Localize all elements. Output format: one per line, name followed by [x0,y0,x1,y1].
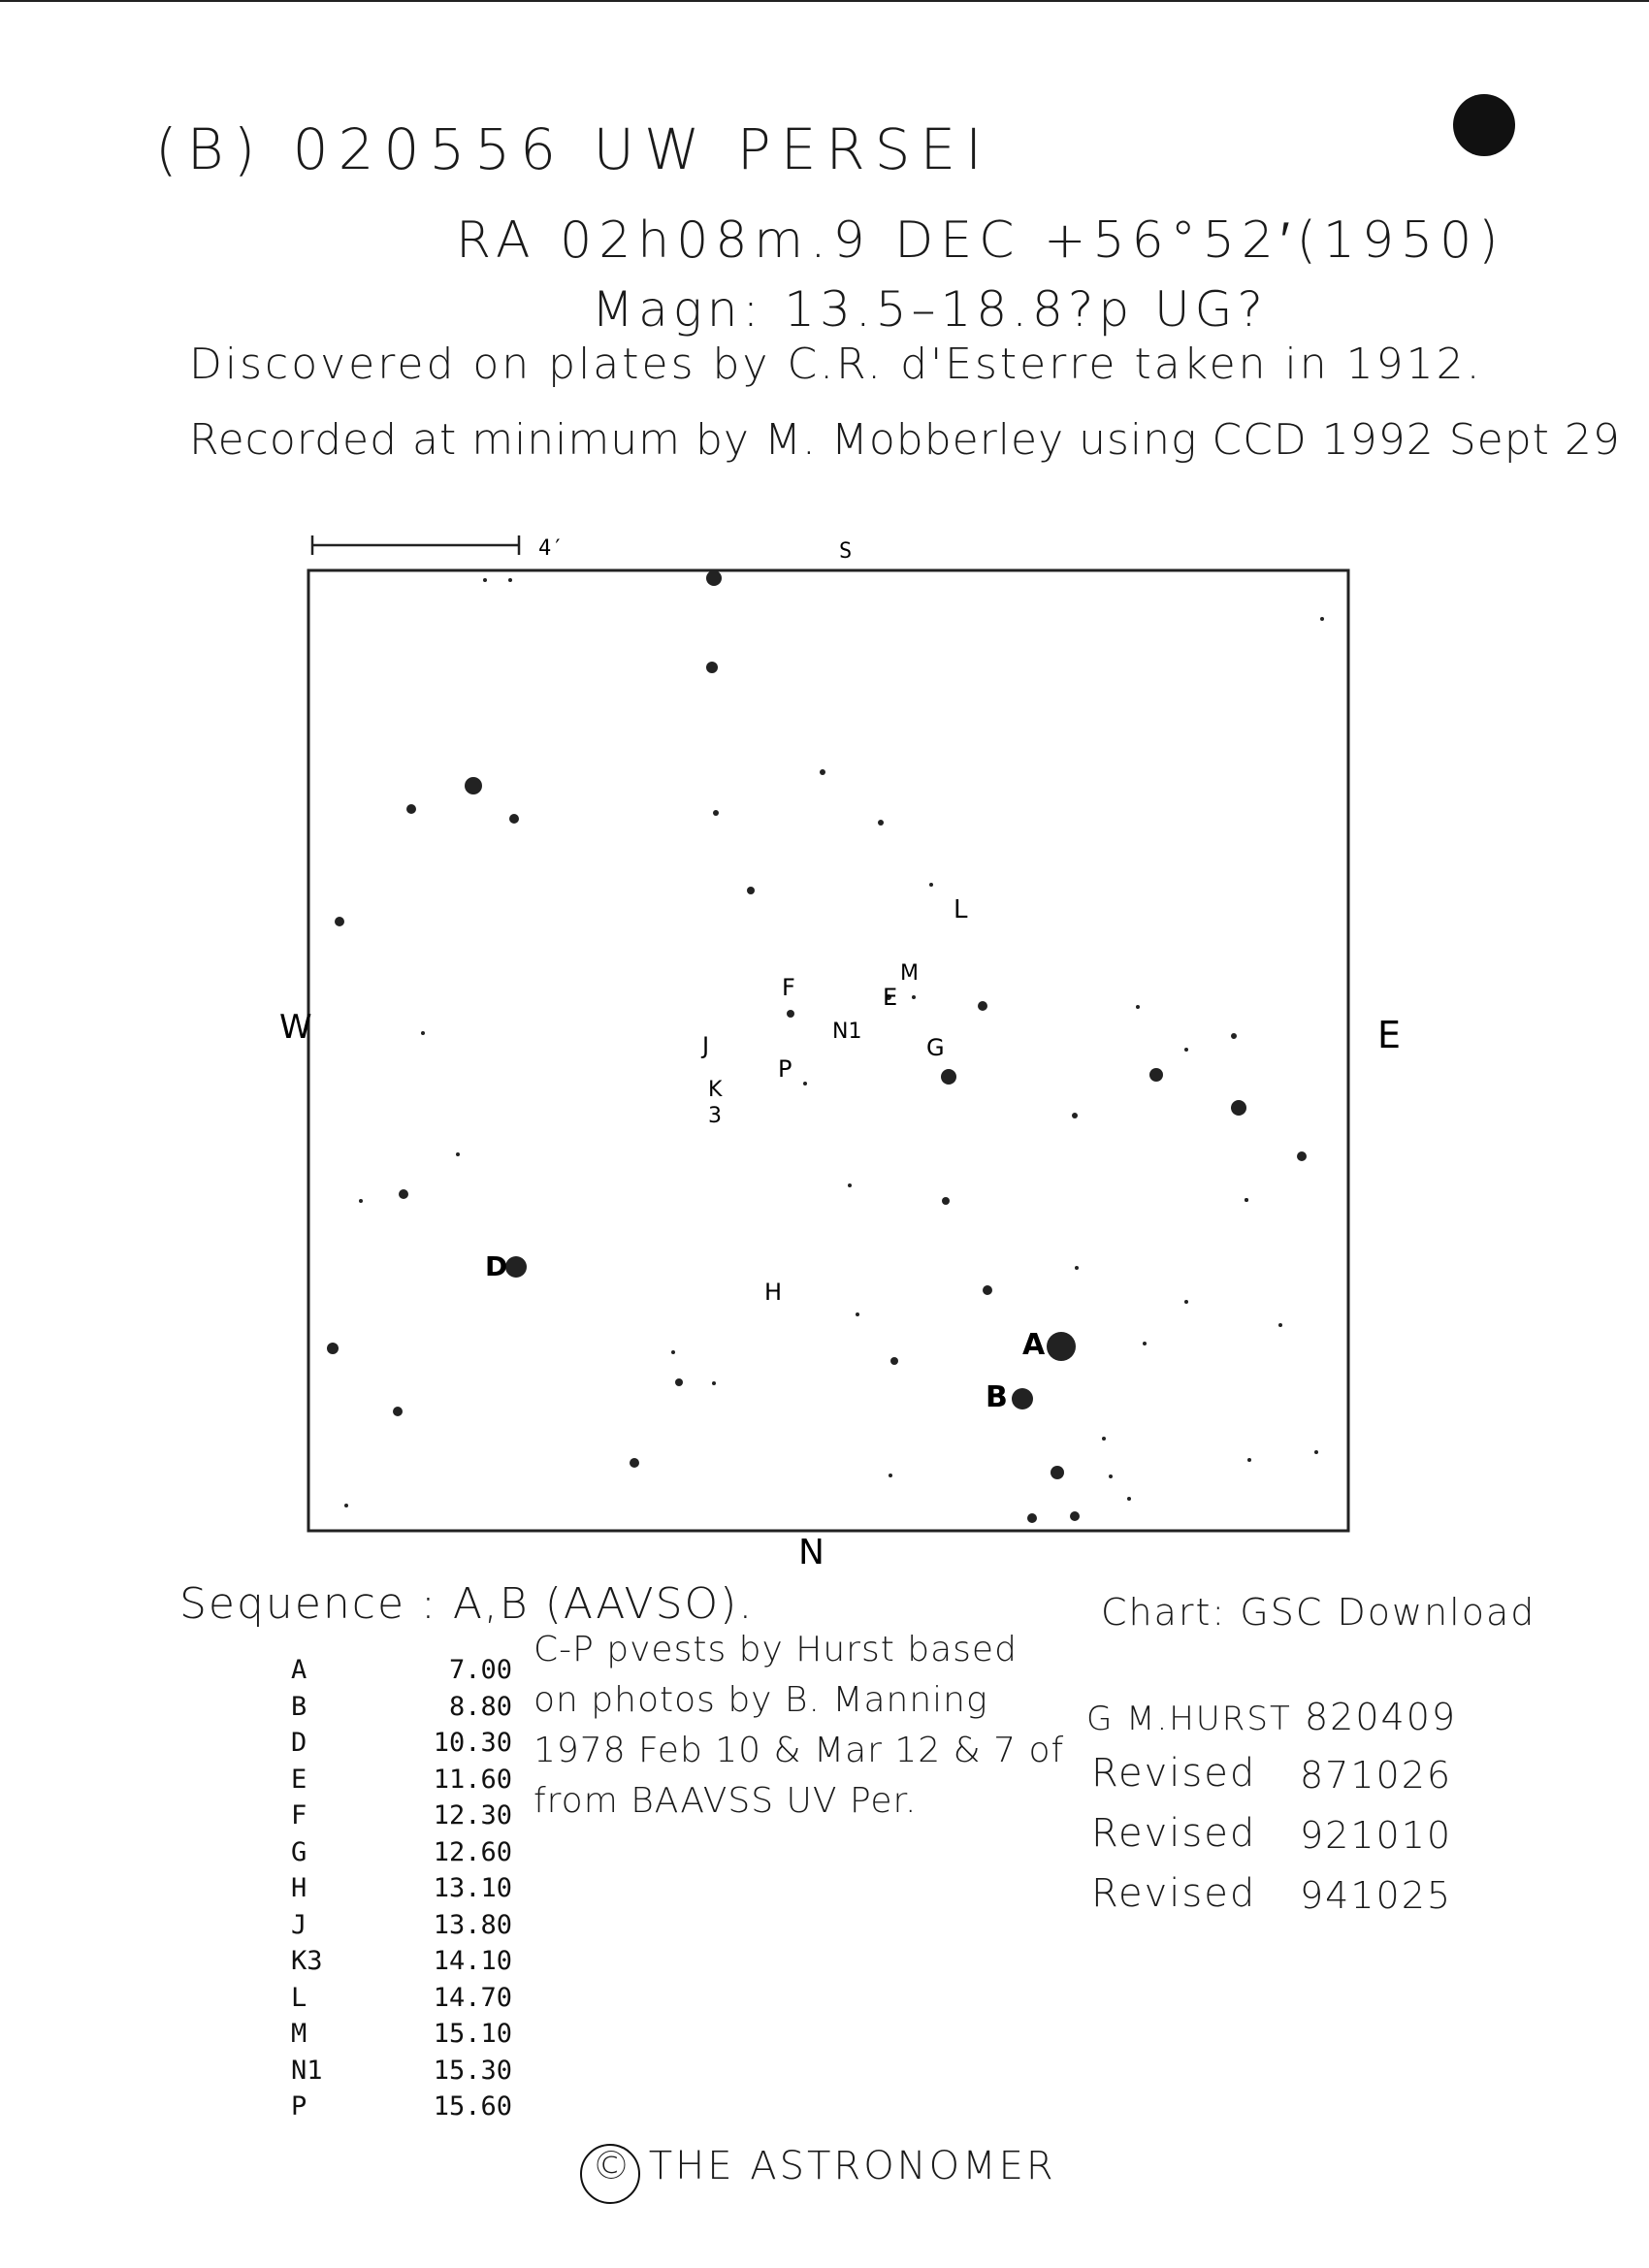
sequence-magnitude: 14.70 [433,1982,512,2013]
sequence-label: P [291,2091,307,2122]
sequence-magnitude: 12.60 [433,1836,512,1867]
west-label: W [279,1008,312,1047]
star-45 [1075,1266,1079,1270]
sequence-magnitude: 14.10 [433,1946,512,1976]
sequence-magnitude: 15.60 [433,2091,512,2122]
star-7 [820,769,825,775]
star-label-l: L [954,895,968,924]
star-23 [399,1189,408,1199]
star-35 [1027,1513,1037,1523]
star-4 [509,814,519,824]
star-49 [912,995,916,999]
revision-label: Revised [1091,1811,1257,1856]
star-9 [747,887,755,894]
star-46 [1245,1198,1248,1202]
star-labels [485,895,1046,1414]
star-43 [942,1197,950,1205]
sequence-label: B [291,1691,307,1722]
star-47 [941,1069,956,1085]
star-37 [1143,1342,1147,1345]
star-34 [1070,1511,1080,1521]
discovery-note: Discovered on plates by C.R. d'Esterre taken in 1912. [189,340,1483,389]
sequence-magnitude: 8.80 [448,1691,512,1722]
sequence-magnitude: 13.10 [433,1873,512,1903]
star-52 [483,578,487,582]
star-18 [1184,1048,1188,1052]
star-22 [456,1152,460,1156]
footer-copyright: © THE ASTRONOMER [592,2144,1056,2188]
star-17 [1231,1033,1237,1039]
note-line: on photos by B. Manning [534,1680,988,1720]
sequence-title: Sequence : A,B (AAVSO). [179,1579,755,1629]
star-label-m: M [900,961,919,986]
revision-date: 921010 [1300,1814,1453,1857]
sequence-label: A [291,1655,307,1685]
north-label: N [798,1533,824,1572]
star-label-p: P [778,1055,792,1083]
magnitude-range: Magn: 13.5–18.8?p UG? [592,281,1268,338]
star-label-k: K [708,1078,723,1102]
star-57 [1247,1458,1251,1462]
star-30 [890,1357,898,1365]
author-date: 820409 [1305,1696,1458,1738]
revision-date: 941025 [1300,1874,1453,1917]
star-50 [803,1082,807,1085]
scale-label: 4′ [538,536,565,561]
star-33 [1051,1466,1064,1479]
star-21 [421,1031,425,1035]
star-39 [1109,1474,1113,1478]
author-name: G M.HURST [1086,1700,1292,1738]
recording-note: Recorded at minimum by M. Mobberley using CCD 1992 Sept 29 [189,415,1621,465]
note-line: C-P pvests by Hurst based [534,1630,1018,1669]
star-label-a: A [1022,1328,1046,1362]
star-31 [856,1312,859,1316]
star-13 [1231,1100,1246,1116]
sequence-magnitude: 13.80 [433,1909,512,1940]
sequence-magnitude: 7.00 [448,1655,512,1685]
star-41 [1314,1450,1318,1454]
star-field [327,570,1324,1523]
star-2 [465,777,482,794]
sequence-label: N1 [291,2055,323,2086]
star-11 [978,1001,987,1011]
sequence-label: G [291,1836,307,1867]
sequence-label: K3 [291,1946,323,1976]
chart-source: Chart: GSC Download [1101,1591,1536,1634]
sequence-label: E [291,1764,307,1795]
star-label-f: F [782,974,795,1001]
sequence-label: H [291,1873,307,1903]
star-42 [344,1504,348,1507]
sequence-label: F [291,1800,307,1831]
sequence-label: D [291,1728,307,1758]
sequence-label: J [291,1909,307,1940]
star-40 [1127,1497,1131,1501]
star-25 [327,1343,339,1354]
star-55 [1184,1300,1188,1304]
star-label-g: G [926,1034,945,1061]
star-27 [675,1378,683,1386]
star-8 [878,820,884,826]
sequence-magnitude: 15.10 [433,2019,512,2049]
comparison-star-a [1047,1332,1076,1361]
star-56 [712,1381,716,1385]
star-32 [889,1474,892,1477]
revision-label: Revised [1091,1751,1257,1796]
star-36 [1278,1323,1282,1327]
star-6 [713,810,719,816]
sequence-magnitude: 15.30 [433,2055,512,2086]
comparison-star-b [1012,1388,1033,1409]
star-20 [1320,617,1324,621]
star-28 [630,1458,639,1468]
south-label: S [839,539,853,564]
star-10 [929,883,933,887]
star-label-d: D [485,1250,508,1282]
revision-label: Revised [1091,1871,1257,1916]
star-53 [787,1010,794,1018]
star-label-n1: N1 [832,1020,862,1044]
star-24 [359,1199,363,1203]
chart-frame [308,570,1348,1531]
note-line: from BAAVSS UV Per. [534,1781,918,1821]
revision-date: 871026 [1300,1754,1453,1797]
star-label-j: J [702,1032,710,1059]
star-label-h: H [764,1279,783,1306]
star-54 [848,1183,852,1187]
star-label-e: E [883,984,898,1011]
star-3 [406,804,416,814]
sequence-magnitude: 12.30 [433,1800,512,1831]
star-1 [706,662,718,673]
star-51 [508,578,512,582]
sequence-label: M [291,2019,307,2049]
comparison-star-d [505,1256,527,1278]
sequence-label: L [291,1982,307,2013]
sequence-magnitude: 10.30 [433,1728,512,1758]
star-38 [1102,1437,1106,1441]
star-0 [706,570,722,586]
star-15 [1072,1113,1078,1118]
note-line: 1978 Feb 10 & Mar 12 & 7 of [534,1731,1065,1770]
east-label: E [1377,1014,1402,1056]
star-29 [671,1350,675,1354]
star-44 [983,1285,992,1295]
star-label-3: 3 [708,1104,722,1128]
chart-title: (B) 020556 UW PERSEI [155,116,992,182]
star-26 [393,1407,403,1416]
coordinates: RA 02h08m.9 DEC +56°52′(1950) [456,211,1505,270]
star-12 [1149,1068,1163,1082]
sequence-magnitude: 11.60 [433,1764,512,1795]
star-label-b: B [986,1380,1008,1414]
star-5 [335,917,344,926]
star-16 [1136,1005,1140,1009]
star-14 [1297,1151,1307,1161]
